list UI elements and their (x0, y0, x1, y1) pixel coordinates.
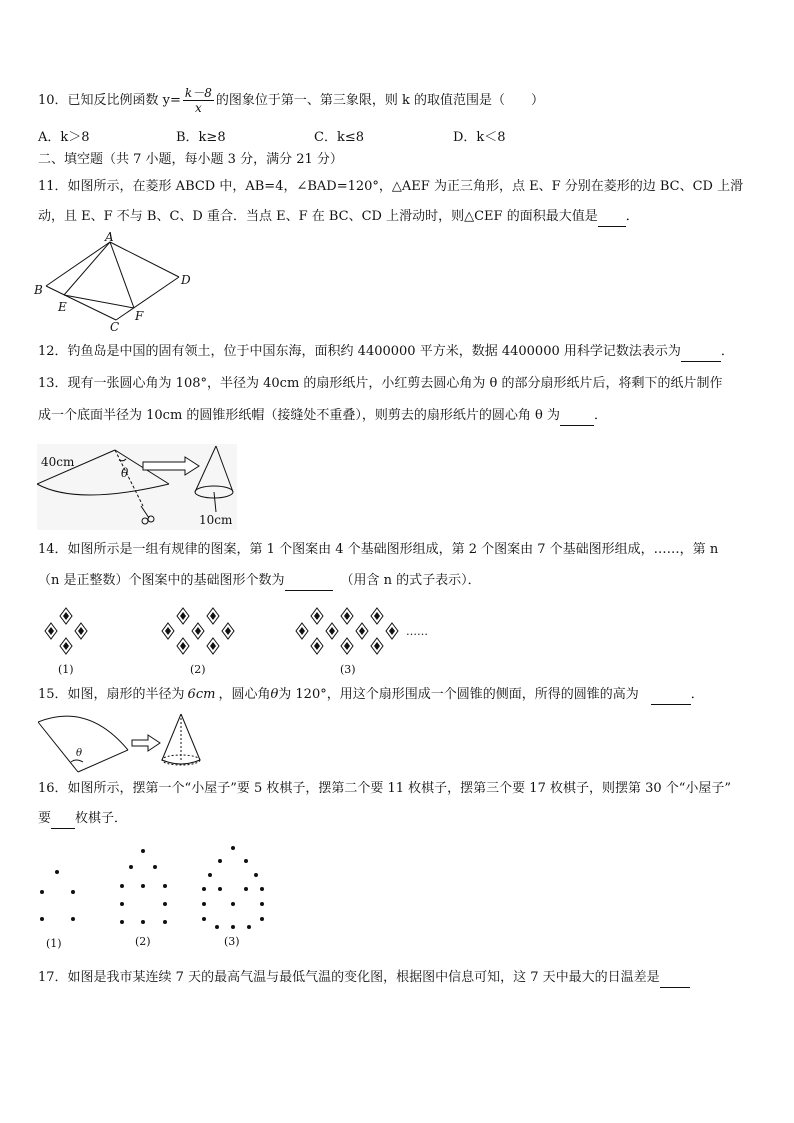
q12-text: 12．钓鱼岛是中国的固有领土，位于中国东海，面积约 4400000 平方米，数据 4400000 用科学记数法表示为 (38, 344, 681, 359)
q13-fig-base: 10cm (199, 513, 233, 527)
q13-sector-cone-figure (37, 444, 237, 530)
q17-answer-blank (660, 969, 690, 988)
q10-post: 的图象位于第一、第三象限，则 k 的取值范围是（ ） (215, 93, 544, 108)
label-a: A (105, 232, 114, 244)
label-e: E (58, 300, 67, 314)
q17-text: 17．如图是我市某连续 7 天的最高气温与最低气温的变化图，根据图中信息可知，这 7 天中最大的日温差是 (38, 970, 660, 985)
q11-line1: 11．如图所示，在菱形 ABCD 中，AB=4，∠BAD=120°，△AEF 为正三角形，点 E、F 分别在菱形的边 BC、CD 上滑 (38, 179, 744, 194)
pattern-2 (162, 608, 234, 654)
q16-dots-figure (34, 842, 284, 952)
q14-line2b: （用含 n 的式子表示）． (340, 573, 481, 588)
label-d: D (181, 273, 191, 287)
q12-end: ． (720, 344, 734, 359)
q14-label-1: (1) (58, 663, 74, 676)
q15-theta: θ (270, 687, 279, 702)
label-b: B (34, 283, 43, 297)
q14-label-2: (2) (190, 663, 206, 676)
q10-option-d: D．k＜8 (453, 130, 506, 145)
q15-radius: 6cm (187, 687, 216, 702)
q16-line2a: 要 (38, 811, 52, 826)
q10-fraction (183, 86, 214, 115)
q14-line1: 14．如图所示是一组有规律的图案，第 1 个图案由 4 个基础图形组成，第 2 个图案由 7 个基础图形组成，……，第 n (38, 542, 719, 557)
section-title: 二、填空题（共 7 小题，每小题 3 分，满分 21 分） (38, 152, 343, 167)
q10-pre: 10．已知反比例函数 y= (38, 93, 181, 108)
q10-stem (38, 86, 544, 115)
q15-answer-blank (651, 686, 691, 705)
q14-ellipsis: …… (406, 625, 428, 638)
q10-frac-den: x (194, 101, 202, 115)
label-c: C (110, 320, 120, 334)
q15-mid: ，圆心角 (218, 687, 271, 702)
q16-label-2: (2) (135, 935, 151, 948)
q14-line2a: （n 是正整数）个图案中的基础图形个数为 (38, 573, 285, 588)
q14-label-3: (3) (340, 663, 356, 676)
q11-line2-text: 动，且 E、F 不与 B、C、D 重合．当点 E、F 在 BC、CD 上滑动时，则△CEF 的面积最大值是 (38, 209, 598, 224)
q15-pre: 15．如图，扇形的半径为 (38, 687, 185, 702)
q15-fig-theta: θ (76, 748, 83, 759)
pattern-1 (45, 608, 87, 654)
q16-label-3: (3) (224, 935, 240, 948)
q11-line2 (38, 208, 639, 227)
q16-line2b: 枚棋子． (75, 811, 128, 826)
q13-answer-blank (560, 407, 594, 426)
q15-stem (38, 686, 704, 705)
q11-end: ． (625, 209, 639, 224)
q14-line2 (38, 572, 481, 591)
label-f: F (135, 309, 144, 323)
q13-fig-theta: θ (121, 466, 129, 480)
q14-answer-blank (285, 572, 333, 591)
q16-line2 (38, 810, 127, 829)
q10-option-c: C．k≤8 (314, 130, 364, 145)
q16-answer-blank (51, 810, 75, 829)
q13-end: ． (594, 408, 608, 423)
q10-option-a: A．k＞8 (38, 130, 90, 145)
q11-answer-blank (598, 208, 626, 227)
q13-line2-text: 成一个底面半径为 10cm 的圆锥形纸帽（接缝处不重叠），则剪去的扇形纸片的圆心角 θ 为 (38, 408, 561, 423)
q13-line2 (38, 407, 607, 426)
q12-stem (38, 343, 734, 362)
q13-fig-radius: 40cm (41, 455, 75, 469)
q16-label-1: (1) (46, 937, 62, 950)
q11-rhombus-figure (34, 232, 204, 334)
q13-line1: 13．现有一张圆心角为 108°，半径为 40cm 的扇形纸片，小红剪去圆心角为 θ 的部分扇形纸片后，将剩下的纸片制作 (38, 376, 723, 391)
q12-answer-blank (681, 343, 721, 362)
q17-stem (38, 969, 690, 988)
q15-post: 为 120°，用这个扇形围成一个圆锥的侧面，所得的圆锥的高为 (278, 687, 639, 702)
q16-line1: 16．如图所示，摆第一个“小屋子”要 5 枚棋子，摆第二个要 11 枚棋子，摆第三个要 17 枚棋子，则摆第 30 个“小屋子” (38, 781, 732, 796)
q10-frac-num: k－8 (184, 86, 212, 100)
q10-option-b: B．k≥8 (176, 130, 226, 145)
q15-sector-cone-figure (38, 710, 238, 780)
pattern-3 (296, 608, 398, 654)
q14-pattern-figure (40, 601, 460, 683)
q15-end: ． (690, 687, 704, 702)
